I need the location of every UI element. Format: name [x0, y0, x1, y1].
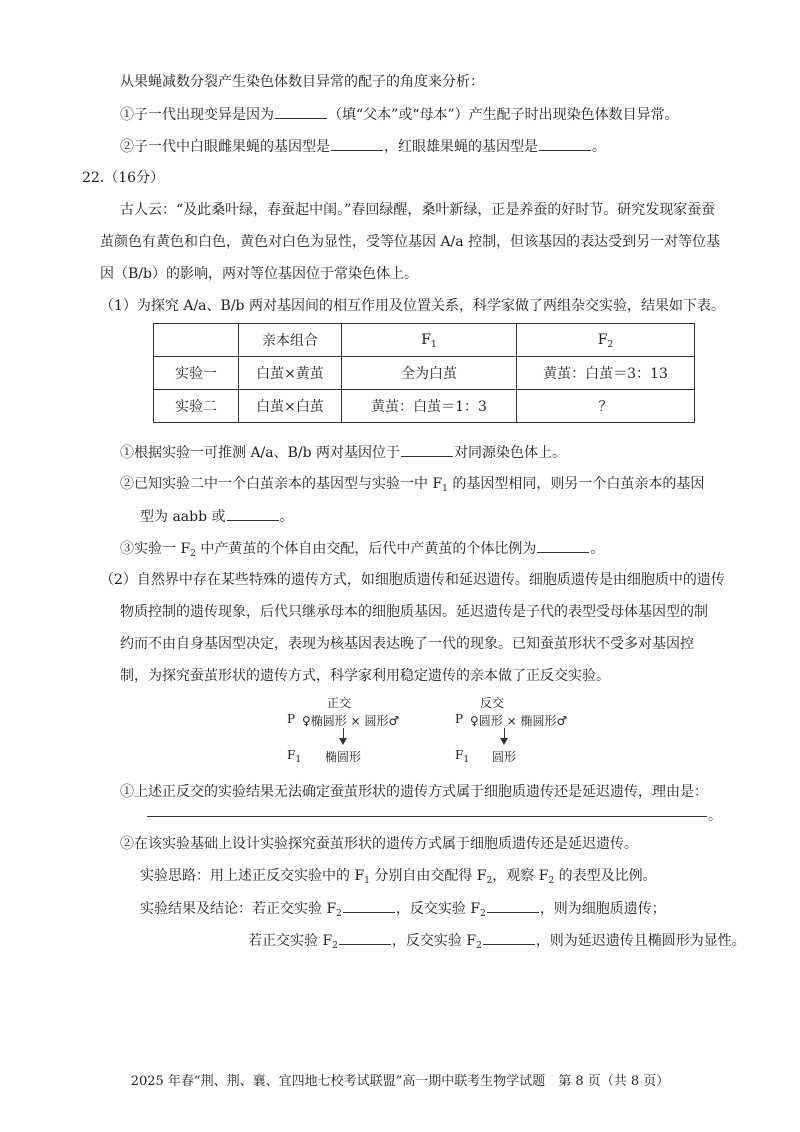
forward-arrowhead: [339, 738, 347, 745]
question-paragraph: 因（B/b）的影响，两对等位基因位于常染色体上。: [100, 266, 418, 282]
part2-question-2: ②在该实验基础上设计实验探究蚕茧形状的遗传方式属于细胞质遗传还是延迟遗传。: [120, 836, 638, 852]
question-number: 22.（16分）: [82, 170, 165, 186]
part2-paragraph: 物质控制的遗传现象，后代只继承母本的细胞质基因。延迟遗传是子代的表型受母体基因型的制: [120, 604, 708, 620]
reverse-f1-label: $F_1$: [455, 748, 470, 765]
answer-line[interactable]: [147, 816, 707, 817]
table-row: [154, 357, 695, 390]
intro-question-2: ②子一代中白眼雌果蝇的基因型是 ，红眼雄果蝇的基因型是 。: [120, 136, 606, 157]
forward-f1: 椭圆形: [325, 750, 362, 764]
reverse-arrowhead: [500, 738, 508, 745]
answer-blank[interactable]: [483, 930, 535, 945]
answer-blank[interactable]: [537, 538, 589, 553]
table-cell: 黄茧：白茧＝1：3: [342, 390, 517, 423]
intro-question-1: ①子一代出现变异是因为 （填“父本”或“母本”）产生配子时出现染色体数目异常。: [120, 104, 679, 125]
part2-paragraph: 约而不由自身基因型决定，表现为核基因表达晚了一代的现象。已知蚕茧形状不受多对基因控: [120, 636, 694, 652]
experiment-result-2: 若正交实验 $F_2$ ，反交实验 $F_2$ ，则为延迟遗传且椭圆形为显性。: [248, 930, 746, 951]
table-header-cell: [154, 324, 239, 357]
table-header-cell: 亲本组合: [239, 324, 342, 357]
experiment-idea: 实验思路：用上述正反交实验中的 $F_1$ 分别自由交配得 $F_2$，观察 $F_2$ 的表型及比例。: [140, 868, 657, 886]
table-cell: 实验一: [154, 357, 239, 390]
question-paragraph: 古人云：“及此桑叶绿，春蚕起中闺。”春回绿醒，桑叶新绿，正是养蚕的好时节。研究发现家蚕蚕: [120, 202, 716, 218]
table-cell: ？: [517, 390, 695, 423]
answer-blank[interactable]: [539, 136, 591, 151]
question-paragraph: 茧颜色有黄色和白色，黄色对白色为显性，受等位基因 A/a 控制，但该基因的表达受到另一对等位基: [100, 234, 721, 250]
table-header-cell: $F_1$: [342, 324, 517, 357]
answer-blank[interactable]: [339, 930, 391, 945]
table-cell: 黄茧：白茧＝3：13: [517, 357, 695, 390]
reverse-f1: 圆形: [492, 750, 517, 764]
table-cell: 实验二: [154, 390, 239, 423]
part1-question-1: ①根据实验一可推测 A/a、B/b 两对基因位于 对同源染色体上。: [120, 442, 566, 463]
part2-question-1: ①上述正反交的实验结果无法确定蚕茧形状的遗传方式属于细胞质遗传还是延迟遗传，理由是：: [120, 784, 708, 800]
answer-blank[interactable]: [331, 136, 383, 151]
table-header-cell: $F_2$: [517, 324, 695, 357]
answer-blank[interactable]: [343, 898, 395, 913]
table-header-row: [154, 324, 695, 357]
answer-blank[interactable]: [401, 442, 453, 457]
answer-blank[interactable]: [227, 506, 279, 521]
answer-blank[interactable]: [275, 104, 327, 119]
reverse-cross-title: 反交: [480, 696, 505, 710]
intro-line: 从果蝇减数分裂产生染色体数目异常的配子的角度来分析：: [120, 74, 484, 90]
reverse-parents: ♀圆形 × 椭圆形♂: [470, 714, 568, 728]
reverse-p-label: P: [455, 712, 464, 726]
forward-parents: ♀椭圆形 × 圆形♂: [302, 714, 400, 728]
table-cell: 白茧×白茧: [239, 390, 342, 423]
experiment-result-1: 实验结果及结论：若正交实验 $F_2$ ，反交实验 $F_2$ ，则为细胞质遗传；: [140, 898, 666, 919]
experiment-table: [153, 323, 695, 423]
part1-question-2-cont: 型为 aabb 或 。: [140, 506, 294, 527]
forward-f1-label: $F_1$: [287, 748, 302, 765]
part2-paragraph: 制，为探究蚕茧形状的遗传方式，科学家利用稳定遗传的亲本做了正反交实验。: [120, 668, 610, 684]
part2-paragraph: （2）自然界中存在某些特殊的遗传方式，如细胞质遗传和延迟遗传。细胞质遗传是由细胞质中的遗传: [100, 572, 725, 588]
forward-p-label: P: [287, 712, 296, 726]
part1-question-2: ②已知实验二中一个白茧亲本的基因型与实验一中 $F_1$ 的基因型相同，则另一个白茧亲本的基因: [120, 476, 705, 494]
part1-question-3: ③实验一 $F_2$ 中产黄茧的个体自由交配，后代中产黄茧的个体比例为 。: [120, 538, 604, 559]
table-row: [154, 390, 695, 423]
part1-intro: （1）为探究 A/a、B/b 两对基因间的相互作用及位置关系，科学家做了两组杂交实验，结果如下表。: [100, 298, 725, 314]
answer-blank[interactable]: [487, 898, 539, 913]
page-footer: 2025 年春“荆、荆、襄、宜四地七校考试联盟”高一期中联考生物学试题 第 8 页（共 8 页）: [130, 1074, 670, 1089]
answer-line-end: 。: [708, 808, 722, 824]
forward-cross-title: 正交: [327, 696, 352, 710]
table-cell: 全为白茧: [342, 357, 517, 390]
table-cell: 白茧×黄茧: [239, 357, 342, 390]
